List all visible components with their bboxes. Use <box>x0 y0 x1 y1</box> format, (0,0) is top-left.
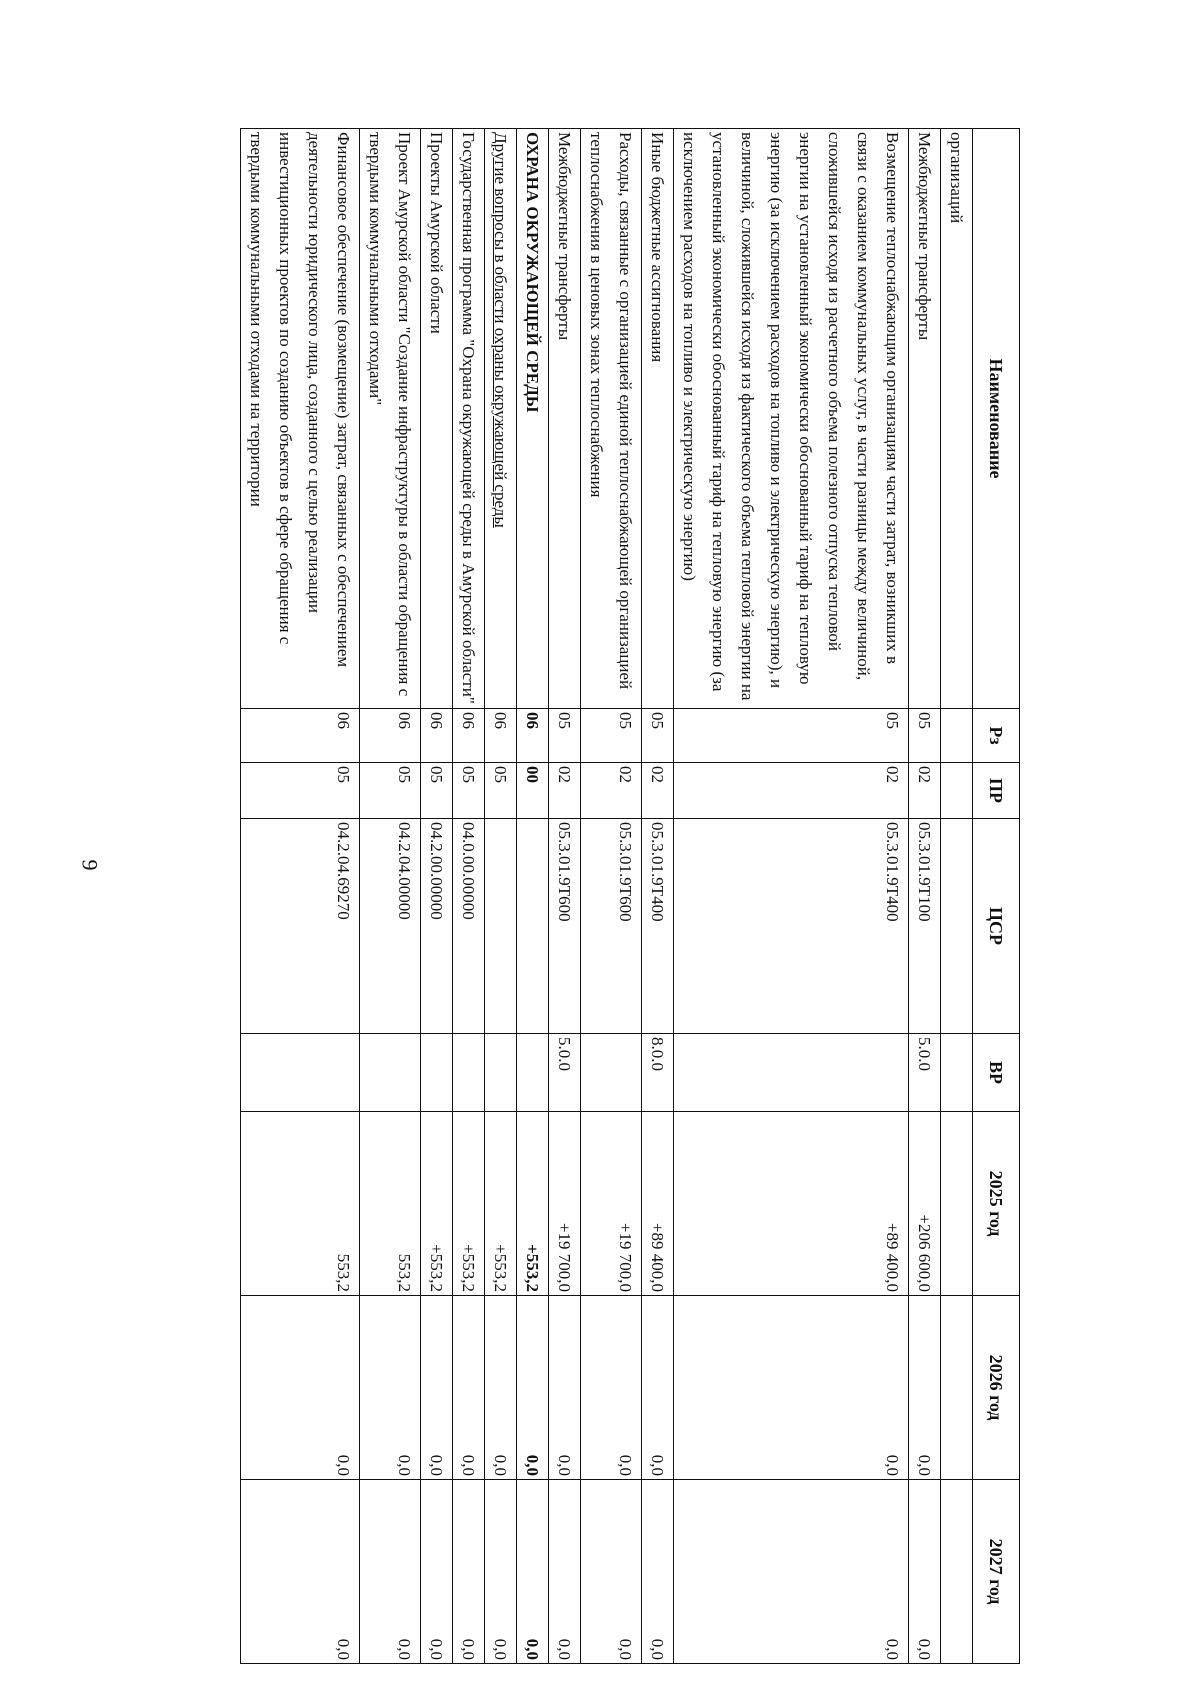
cell-2025: 553,2 <box>360 1112 421 1296</box>
header-vr: ВР <box>973 1034 1020 1112</box>
cell-2026: 0,0 <box>909 1296 941 1480</box>
cell-vr: 5.0.0 <box>549 1034 581 1112</box>
cell-2027: 0,0 <box>421 1480 453 1664</box>
cell-name: Проект Амурской области "Создание инфраструктуры в области обращения с твердыми коммунальными отходами" <box>360 129 421 709</box>
cell-rz: 05 <box>642 709 674 763</box>
cell-vr <box>517 1034 549 1112</box>
table-row <box>549 129 581 1664</box>
cell-2026: 0,0 <box>453 1296 485 1480</box>
table-row <box>642 129 674 1664</box>
cell-2025: +19 700,0 <box>581 1112 642 1296</box>
cell-csr: 04.0.00.00000 <box>453 819 485 1034</box>
cell-vr <box>674 1034 909 1112</box>
cell-2026: 0,0 <box>485 1296 517 1480</box>
header-name: Наименование <box>973 129 1020 709</box>
cell-2025: +553,2 <box>453 1112 485 1296</box>
cell-2027: 0,0 <box>453 1480 485 1664</box>
cell-2025: +553,2 <box>517 1112 549 1296</box>
cell-name: Иные бюджетные ассигнования <box>642 129 674 709</box>
cell-name: Проекты Амурской области <box>421 129 453 709</box>
cell-csr: 05.3.01.9Т400 <box>674 819 909 1034</box>
cell-vr: 5.0.0 <box>909 1034 941 1112</box>
cell-2027: 0,0 <box>642 1480 674 1664</box>
cell-2027: 0,0 <box>909 1480 941 1664</box>
cell-rz: 06 <box>453 709 485 763</box>
table-row <box>941 129 973 1664</box>
header-row <box>973 129 1020 1664</box>
cell-2026: 0,0 <box>360 1296 421 1480</box>
cell-2025: +553,2 <box>421 1112 453 1296</box>
cell-vr <box>453 1034 485 1112</box>
cell-pr: 02 <box>581 763 642 819</box>
cell-2026: 0,0 <box>421 1296 453 1480</box>
header-2026: 2026 год <box>973 1296 1020 1480</box>
cell-name: Межбюджетные трансферты <box>909 129 941 709</box>
budget-table <box>240 128 1020 1664</box>
table-row <box>360 129 421 1664</box>
header-2025: 2025 год <box>973 1112 1020 1296</box>
cell-2027: 0,0 <box>549 1480 581 1664</box>
cell-csr <box>517 819 549 1034</box>
cell-2025: +206 600,0 <box>909 1112 941 1296</box>
cell-2027: 0,0 <box>674 1480 909 1664</box>
cell-rz: 05 <box>581 709 642 763</box>
cell-name: Государственная программа "Охрана окружающей среды в Амурской области" <box>453 129 485 709</box>
header-2027: 2027 год <box>973 1480 1020 1664</box>
table-row <box>909 129 941 1664</box>
cell-2027: 0,0 <box>485 1480 517 1664</box>
cell-rz: 06 <box>421 709 453 763</box>
cell-vr <box>241 1034 360 1112</box>
cell-pr: 05 <box>241 763 360 819</box>
cell-csr: 04.2.04.00000 <box>360 819 421 1034</box>
rotated-table-container <box>178 128 1020 1663</box>
cell-name: ОХРАНА ОКРУЖАЮЩЕЙ СРЕДЫ <box>517 129 549 709</box>
cell-2025: +19 700,0 <box>549 1112 581 1296</box>
cell-vr <box>485 1034 517 1112</box>
table-row <box>241 129 360 1664</box>
cell-2027: 0,0 <box>581 1480 642 1664</box>
cell-vr: 8.0.0 <box>642 1034 674 1112</box>
cell-rz: 06 <box>241 709 360 763</box>
cell-rz: 06 <box>485 709 517 763</box>
cell-2025: +553,2 <box>485 1112 517 1296</box>
table-row <box>485 129 517 1664</box>
cell-2026: 0,0 <box>581 1296 642 1480</box>
cell-2026: 0,0 <box>674 1296 909 1480</box>
cell-pr: 02 <box>549 763 581 819</box>
cell-csr: 05.3.01.9Т600 <box>581 819 642 1034</box>
cell-csr: 04.2.00.00000 <box>421 819 453 1034</box>
cell-2027: 0,0 <box>517 1480 549 1664</box>
cell-2026: 0,0 <box>241 1296 360 1480</box>
cell-name: Расходы, связанные с организацией единой теплоснабжающей организацией теплоснабжения в ценовых зонах теплоснабжения <box>581 129 642 709</box>
cell-rz: 05 <box>909 709 941 763</box>
cell-vr <box>941 1034 973 1112</box>
cell-pr: 05 <box>421 763 453 819</box>
cell-pr: 02 <box>909 763 941 819</box>
cell-pr: 05 <box>360 763 421 819</box>
cell-2025: +89 400,0 <box>674 1112 909 1296</box>
cell-2025 <box>941 1112 973 1296</box>
table-row <box>581 129 642 1664</box>
cell-2025: 553,2 <box>241 1112 360 1296</box>
cell-rz: 06 <box>360 709 421 763</box>
cell-pr: 02 <box>674 763 909 819</box>
cell-vr <box>360 1034 421 1112</box>
header-pr: ПР <box>973 763 1020 819</box>
cell-vr <box>421 1034 453 1112</box>
table-row <box>517 129 549 1664</box>
header-csr: ЦСР <box>973 819 1020 1034</box>
cell-csr <box>485 819 517 1034</box>
cell-2026: 0,0 <box>549 1296 581 1480</box>
table-row <box>421 129 453 1664</box>
cell-vr <box>581 1034 642 1112</box>
cell-2026: 0,0 <box>642 1296 674 1480</box>
cell-2026: 0,0 <box>517 1296 549 1480</box>
cell-pr: 05 <box>485 763 517 819</box>
cell-2025: +89 400,0 <box>642 1112 674 1296</box>
cell-pr: 02 <box>642 763 674 819</box>
cell-name: Межбюджетные трансферты <box>549 129 581 709</box>
cell-pr <box>941 763 973 819</box>
cell-name: Возмещение теплоснабжающим организациям части затрат, возникших в связи с оказанием коммунальных услуг, в части разницы между величиной, сложившейся исходя из расчетного объема полезного отпуска тепловой энергии на установленный экономически обоснованный тариф на тепловую энергию (за исключением расходов на топливо и электрическую энергию), и величиной, сложившейся исходя из фактического объема тепловой энергии на установленный экономически обоснованный тариф на тепловую энергию (за исключением расходов на топливо и электрическую энергию) <box>674 129 909 709</box>
cell-name: Финансовое обеспечение (возмещение) затрат, связанных с обеспечением деятельности юридического лица, созданного с целью реализации инвестиционных проектов по созданию объектов в сфере обращения с твердыми коммунальными отходами на территории <box>241 129 360 709</box>
cell-2026 <box>941 1296 973 1480</box>
table-row <box>674 129 909 1664</box>
cell-rz: 05 <box>549 709 581 763</box>
header-rz: Рз <box>973 709 1020 763</box>
cell-2027: 0,0 <box>241 1480 360 1664</box>
cell-2027 <box>941 1480 973 1664</box>
cell-name: Другие вопросы в области охраны окружающей среды <box>485 129 517 709</box>
cell-rz: 06 <box>517 709 549 763</box>
cell-csr: 05.3.01.9Т100 <box>909 819 941 1034</box>
cell-csr <box>941 819 973 1034</box>
cell-pr: 00 <box>517 763 549 819</box>
cell-rz <box>941 709 973 763</box>
cell-rz: 05 <box>674 709 909 763</box>
cell-pr: 05 <box>453 763 485 819</box>
cell-2027: 0,0 <box>360 1480 421 1664</box>
cell-csr: 04.2.04.69270 <box>241 819 360 1034</box>
cell-csr: 05.3.01.9Т400 <box>642 819 674 1034</box>
page-number: 9 <box>77 859 103 871</box>
cell-name: организаций <box>941 129 973 709</box>
table-row <box>453 129 485 1664</box>
cell-csr: 05.3.01.9Т600 <box>549 819 581 1034</box>
